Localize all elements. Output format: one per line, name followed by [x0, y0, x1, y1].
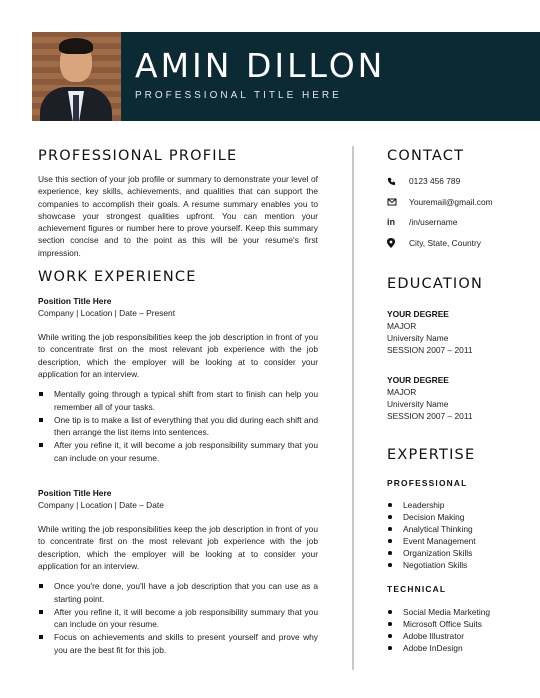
job-title: Position Title Here	[38, 488, 112, 499]
list-item: Mentally going through a typical shift from start to finish can help you remember all of your tasks.	[38, 388, 318, 413]
expertise-heading: EXPERTISE	[387, 447, 476, 463]
contact-linkedin[interactable]: in /in/username	[387, 217, 458, 228]
list-item: Adobe InDesign	[387, 642, 527, 654]
job-bullets	[38, 388, 318, 464]
list-item: Leadership	[387, 499, 527, 511]
dot-bullet-icon	[388, 515, 392, 519]
list-item: After you refine it, it will become a job responsibility summary that you can include on your resume.	[38, 439, 318, 464]
list-item: Analytical Thinking	[387, 523, 527, 535]
list-item: Microsoft Office Suits	[387, 618, 527, 630]
job-entry	[38, 487, 318, 656]
education-heading: EDUCATION	[387, 276, 484, 292]
list-item: Adobe Illustrator	[387, 630, 527, 642]
experience-heading: WORK EXPERIENCE	[38, 269, 197, 286]
job-meta: Company | Location | Date – Date	[38, 500, 164, 511]
contact-list	[387, 171, 527, 253]
dot-bullet-icon	[388, 646, 392, 650]
column-divider	[352, 146, 354, 670]
job-description: While writing the job responsibilities keep the job description in front of you to concentrate first on the most relevant job experience with the job description, which the employer will be looking at to consider your application for an interview.	[38, 332, 318, 379]
dot-bullet-icon	[388, 622, 392, 626]
education-entry: YOUR DEGREE MAJOR University Name SESSION 2007 – 2011	[387, 309, 473, 355]
list-item: Negotiation Skills	[387, 559, 527, 571]
contact-location: City, State, Country	[387, 233, 527, 254]
square-bullet-icon	[39, 392, 43, 396]
profile-heading: PROFESSIONAL PROFILE	[38, 148, 238, 164]
dot-bullet-icon	[388, 503, 392, 507]
right-column	[387, 148, 527, 654]
list-item: Organization Skills	[387, 547, 527, 559]
list-item: After you refine it, it will become a job responsibility summary that you can include on your resume.	[38, 606, 318, 631]
contact-email[interactable]: Youremail@gmail.com	[387, 192, 527, 213]
job-entry	[38, 295, 318, 464]
list-item: Once you're done, you'll have a job description that you can use as a starting point.	[38, 580, 318, 605]
profile-photo	[32, 32, 121, 121]
dot-bullet-icon	[388, 563, 392, 567]
professional-title: PROFESSIONAL TITLE HERE	[135, 90, 342, 101]
square-bullet-icon	[39, 418, 43, 422]
technical-skills-list	[387, 606, 527, 654]
square-bullet-icon	[39, 610, 43, 614]
contact-heading: CONTACT	[387, 148, 465, 164]
dot-bullet-icon	[388, 634, 392, 638]
dot-bullet-icon	[388, 539, 392, 543]
dot-bullet-icon	[388, 551, 392, 555]
professional-skills-list	[387, 499, 527, 571]
left-column	[38, 148, 318, 657]
phone-icon	[387, 177, 409, 186]
list-item: Focus on achievements and skills to present yourself and prove why you are the best fit for this job.	[38, 631, 318, 656]
professional-skills-label: PROFESSIONAL	[387, 478, 468, 488]
list-item: Social Media Marketing	[387, 606, 527, 618]
profile-text: Use this section of your job profile or summary to demonstrate your level of experience, key skills, achievements, and qualities that can support the companies to accomplish their goals. A resume summary enables you to showcase your strongest qualities upfront. You can mention your achievement figures or number here to prove yourself. Keep this summary section concise and to the point as this will be your resume's first impression.	[38, 174, 318, 258]
list-item: One tip is to make a list of everything that you did during each shift and then arrange the list items into sentences.	[38, 414, 318, 439]
square-bullet-icon	[39, 443, 43, 447]
location-pin-icon	[387, 238, 409, 248]
dot-bullet-icon	[388, 610, 392, 614]
contact-phone: 0123 456 789	[387, 171, 527, 192]
linkedin-icon: in	[387, 217, 395, 228]
square-bullet-icon	[39, 584, 43, 588]
job-bullets	[38, 580, 318, 656]
technical-skills-label: TECHNICAL	[387, 584, 447, 594]
header-banner	[32, 32, 540, 121]
email-icon	[387, 197, 409, 206]
candidate-name: AMIN DILLON	[135, 46, 386, 85]
job-title: Position Title Here	[38, 296, 112, 307]
education-entry: YOUR DEGREE MAJOR University Name SESSION 2007 – 2011	[387, 375, 473, 421]
list-item: Event Management	[387, 535, 527, 547]
list-item: Decision Making	[387, 511, 527, 523]
square-bullet-icon	[39, 635, 43, 639]
dot-bullet-icon	[388, 527, 392, 531]
job-meta: Company | Location | Date – Present	[38, 308, 176, 319]
job-description: While writing the job responsibilities keep the job description in front of you to concentrate first on the most relevant job experience with the job description, which the employer will be looking at to consider your application for an interview.	[38, 524, 318, 571]
